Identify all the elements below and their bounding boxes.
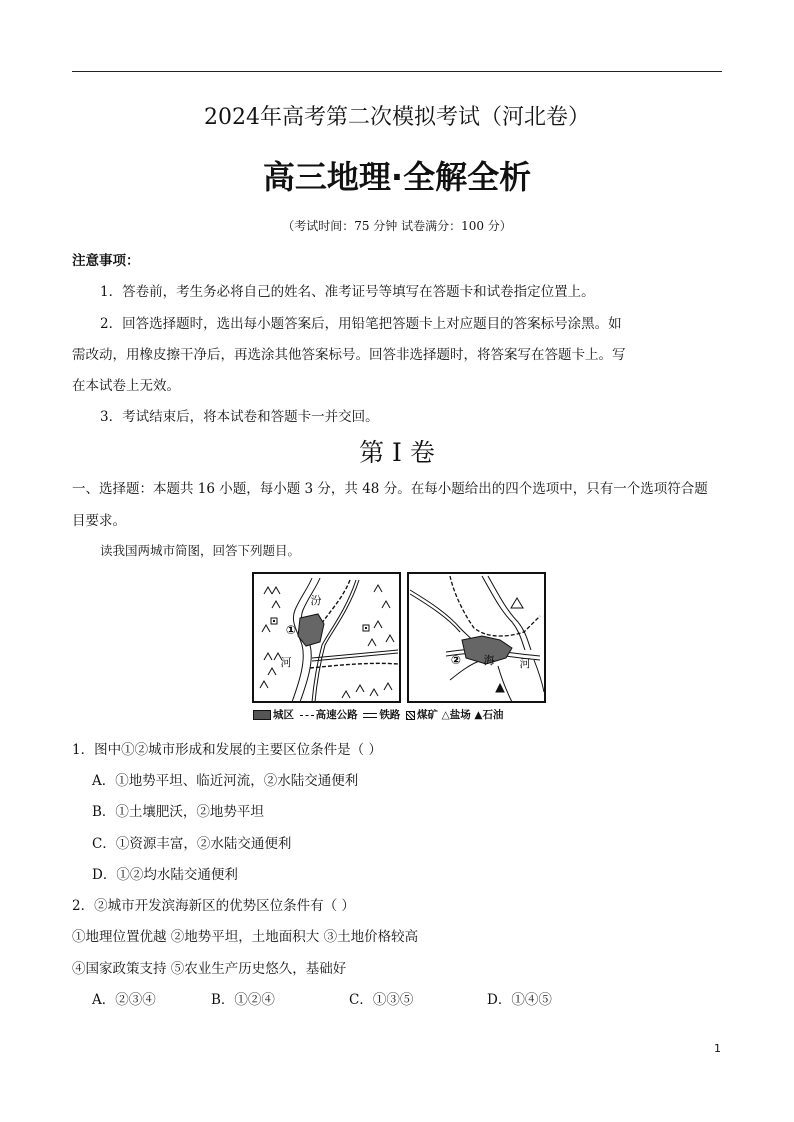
section-intro-line-2: 目要求。 bbox=[72, 513, 126, 529]
legend-oil: 石油 bbox=[482, 709, 504, 721]
legend-highway: 高速公路 bbox=[315, 709, 358, 721]
q1-option-d: D．①②均水陆交通便利 bbox=[92, 867, 238, 883]
notice-heading: 注意事项： bbox=[72, 253, 140, 269]
map-legend bbox=[253, 707, 503, 722]
left-city-map bbox=[253, 573, 400, 702]
section-title: 第 I 卷 bbox=[359, 438, 435, 467]
subject-title: 高三地理·全解全析 bbox=[262, 158, 532, 196]
exam-title: 2024年高考第二次模拟考试（河北卷） bbox=[204, 105, 590, 130]
railway-symbol bbox=[363, 713, 377, 718]
section-intro-line-1: 一、选择题：本题共 16 小题，每小题 3 分，共 48 分。在每小题给出的四个选项中，只有一个选项符合题 bbox=[72, 481, 708, 497]
q1-option-b: B．①土壤肥沃，②地势平坦 bbox=[92, 804, 264, 820]
city-area-symbol bbox=[253, 710, 271, 720]
q2-stem: 2．②城市开发滨海新区的优势区位条件有（ ） bbox=[72, 898, 355, 914]
right-river-label-2: 河 bbox=[519, 657, 531, 670]
header-rule bbox=[72, 71, 722, 72]
legend-city: 城区 bbox=[273, 709, 294, 721]
right-city-marker: ② bbox=[450, 653, 462, 667]
q2-option-c: C．①③⑤ bbox=[349, 992, 414, 1008]
question-prompt: 读我国两城市简图，回答下列题目。 bbox=[100, 543, 301, 558]
notice-item-1: 1．答卷前，考生务必将自己的姓名、准考证号等填写在答题卡和试卷指定位置上。 bbox=[100, 284, 595, 300]
notice-item-2-line-2: 需改动，用橡皮擦干净后，再选涂其他答案标号。回答非选择题时，将答案写在答题卡上。写 bbox=[72, 347, 626, 363]
q2-option-b: B．①②④ bbox=[211, 992, 275, 1008]
exam-info: （考试时间：75 分钟 试卷满分：100 分） bbox=[282, 219, 512, 233]
page-number: 1 bbox=[714, 1042, 721, 1055]
q1-option-a: A．①地势平坦、临近河流，②水陆交通便利 bbox=[92, 773, 359, 789]
oil-symbol: ▲ bbox=[474, 709, 483, 721]
right-city-map bbox=[408, 573, 545, 702]
legend-coal: 煤矿 bbox=[416, 709, 438, 721]
q2-option-a: A．②③④ bbox=[92, 992, 156, 1008]
q1-stem: 1．图中①②城市形成和发展的主要区位条件是（ ） bbox=[72, 742, 382, 758]
left-river-label-1: 汾 bbox=[310, 594, 322, 607]
left-river-label-2: 河 bbox=[280, 656, 292, 669]
q2-statements-line-2: ④国家政策支持 ⑤农业生产历史悠久，基础好 bbox=[72, 961, 347, 977]
q1-option-c: C．①资源丰富，②水陆交通便利 bbox=[92, 836, 292, 852]
left-city-marker: ① bbox=[285, 623, 297, 637]
highway-symbol bbox=[300, 715, 314, 716]
legend-railway: 铁路 bbox=[379, 709, 401, 721]
legend-salt: 盐场 bbox=[449, 709, 471, 721]
right-river-label-1: 海 bbox=[483, 654, 495, 667]
q2-option-d: D．①④⑤ bbox=[487, 992, 552, 1008]
coal-mine-symbol bbox=[406, 711, 415, 720]
city-maps-figure bbox=[250, 570, 550, 705]
notice-item-3: 3．考试结束后，将本试卷和答题卡一并交回。 bbox=[100, 409, 379, 425]
notice-item-2-line-1: 2．回答选择题时，选出每小题答案后，用铅笔把答题卡上对应题目的答案标号涂黑。如 bbox=[100, 316, 622, 332]
notice-item-2-line-3: 在本试卷上无效。 bbox=[72, 378, 180, 394]
q2-statements-line-1: ①地理位置优越 ②地势平坦，土地面积大 ③土地价格较高 bbox=[72, 929, 419, 945]
salt-field-symbol: △ bbox=[441, 709, 450, 721]
